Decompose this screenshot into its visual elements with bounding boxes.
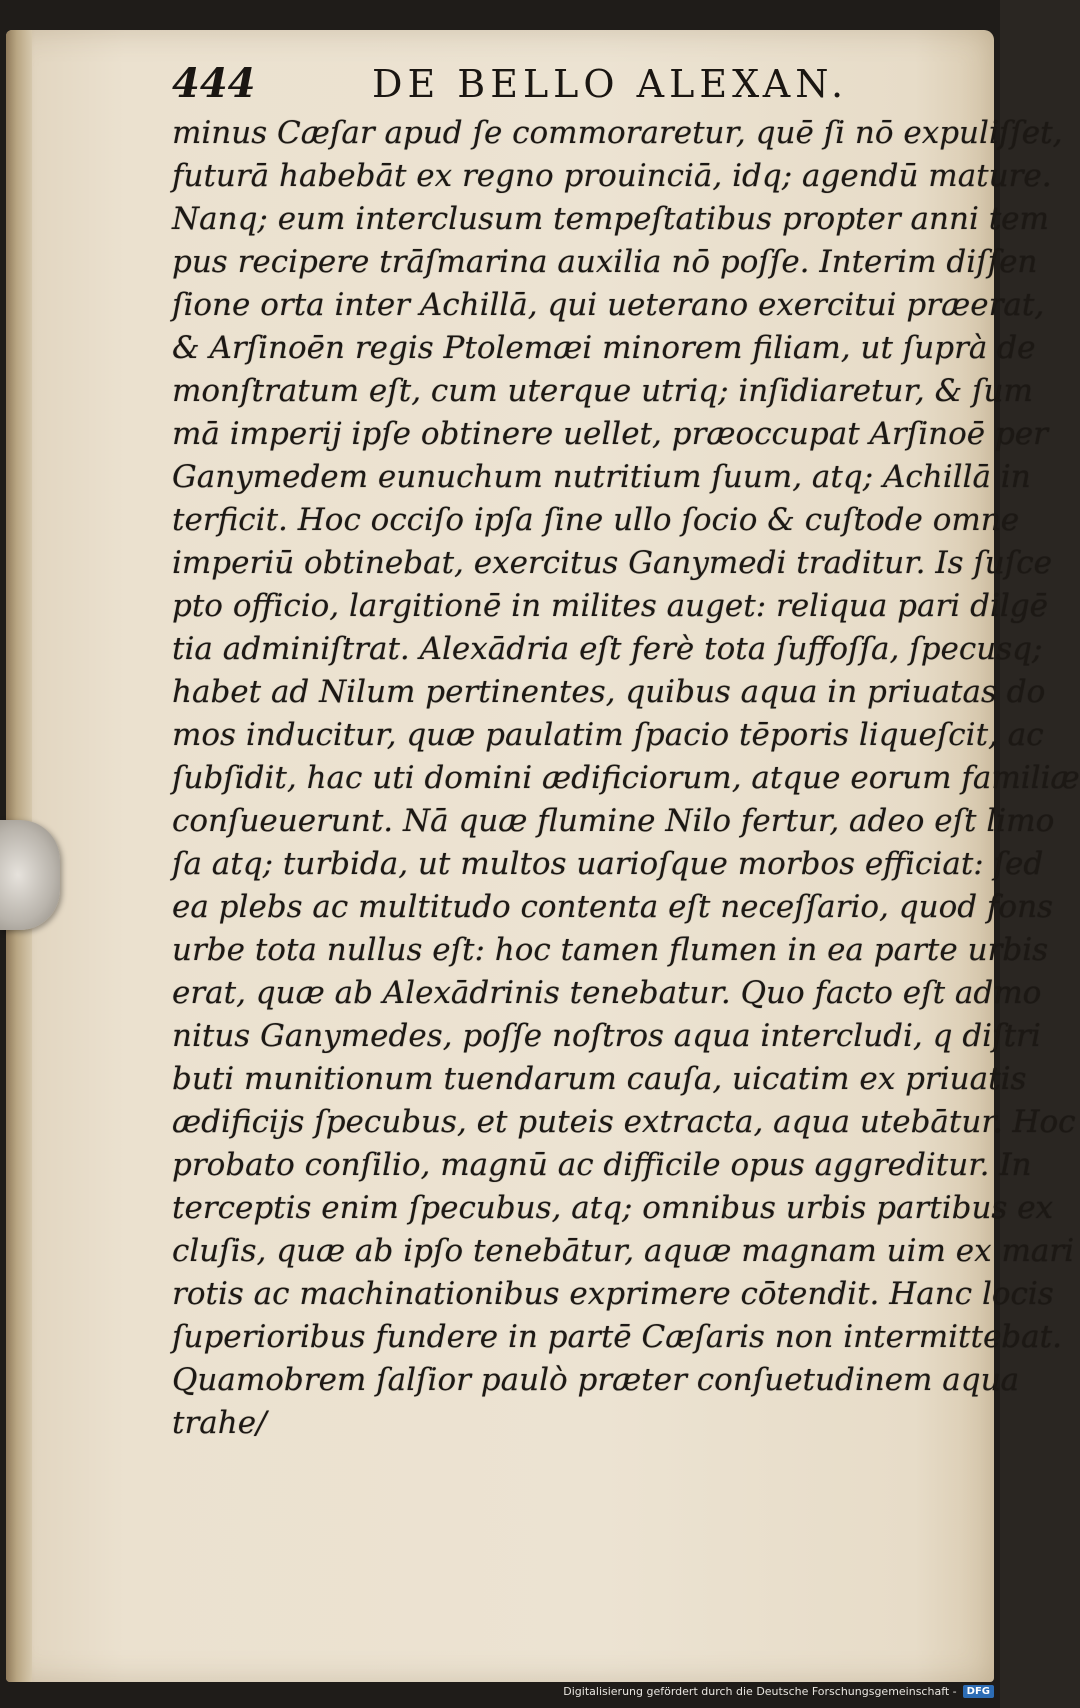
text-line: Quamobrem ſalſior paulò præter conſuetudinem aqua	[172, 1362, 1020, 1398]
text-line: minus Cæſar apud ſe commoraretur, quē ſi nō expuliſſet,	[172, 115, 1063, 151]
text-line: nitus Ganymedes, poſſe noſtros aqua intercludi, q diſtri	[172, 1018, 1041, 1054]
text-line: buti munitionum tuendarum cauſa, uicatim ex priuatis	[172, 1061, 1027, 1097]
text-line: mos inducitur, quæ paulatim ſpacio tēporis liqueſcit, ac	[172, 717, 1044, 753]
text-line: cluſis, quæ ab ipſo tenebātur, aquæ magnam uim ex mari	[172, 1233, 1075, 1269]
text-line: probato conſilio, magnū ac difficile opus aggreditur. In	[172, 1147, 1032, 1183]
text-line: urbe tota nullus eſt: hoc tamen flumen in ea parte urbis	[172, 932, 1049, 968]
text-line: futurā habebāt ex regno prouinciā, idq; agendū mature.	[172, 158, 1052, 194]
text-line: mā imperij ipſe obtinere uellet, præoccupat Arſinoē per	[172, 416, 1048, 452]
text-line: tia adminiſtrat. Alexādria eſt ferè tota ſuffoſſa, ſpecusq;	[172, 631, 1043, 667]
text-line: ædificijs ſpecubus, et puteis extracta, aqua utebātur. Hoc	[172, 1104, 1076, 1140]
text-line: terceptis enim ſpecubus, atq; omnibus urbis partibus ex	[172, 1190, 1054, 1226]
text-line: trahe/	[172, 1405, 267, 1441]
text-line: ea plebs ac multitudo contenta eſt neceſſario, quod fons	[172, 889, 1053, 925]
page-number: 444	[172, 60, 256, 107]
text-line: pto officio, largitionē in milites auget: reliqua pari dilgē	[172, 588, 1048, 624]
text-line: ſa atq; turbida, ut multos uarioſque morbos efficiat: ſed	[172, 846, 1044, 882]
text-line: monſtratum eſt, cum uterque utriq; inſidiaretur, & ſum	[172, 373, 1033, 409]
text-line: habet ad Nilum pertinentes, quibus aqua in priuatas do	[172, 674, 1046, 710]
text-line: ſuperioribus fundere in partē Cæſaris non intermittebat.	[172, 1319, 1062, 1355]
body-text	[172, 112, 1080, 1445]
dfg-logo-icon: DFG	[963, 1685, 994, 1698]
text-line: erat, quæ ab Alexādrinis tenebatur. Quo facto eſt admo	[172, 975, 1042, 1011]
text-line: conſueuerunt. Nā quæ flumine Nilo fertur, adeo eſt limo	[172, 803, 1055, 839]
page-header	[172, 60, 932, 120]
text-line: ſione orta inter Achillā, qui ueterano exercitui præerat,	[172, 287, 1045, 323]
text-line: Ganymedem eunuchum nutritium ſuum, atq; Achillā in	[172, 459, 1031, 495]
text-line: & Arſinoēn regis Ptolemæi minorem filiam, ut ſuprà de	[172, 330, 1036, 366]
footer-credit: Digitalisierung gefördert durch die Deutsche Forschungsgemeinschaft -	[563, 1684, 957, 1698]
text-line: imperiū obtinebat, exercitus Ganymedi traditur. Is ſuſce	[172, 545, 1052, 581]
book-clasp	[0, 820, 60, 930]
text-line: terficit. Hoc occiſo ipſa ſine ullo ſocio & cuſtode omne	[172, 502, 1020, 538]
digitization-footer	[563, 1682, 994, 1700]
text-line: rotis ac machinationibus exprimere cōtendit. Hanc locis	[172, 1276, 1054, 1312]
text-line: Nanq; eum interclusum tempeſtatibus propter anni tem	[172, 201, 1049, 237]
text-line: ſubſidit, hac uti domini ædificiorum, atque eorum familiæ	[172, 760, 1080, 796]
running-title: DE BELLO ALEXAN.	[372, 62, 849, 106]
text-line: pus recipere trāſmarina auxilia nō poſſe. Interim diſſen	[172, 244, 1038, 280]
